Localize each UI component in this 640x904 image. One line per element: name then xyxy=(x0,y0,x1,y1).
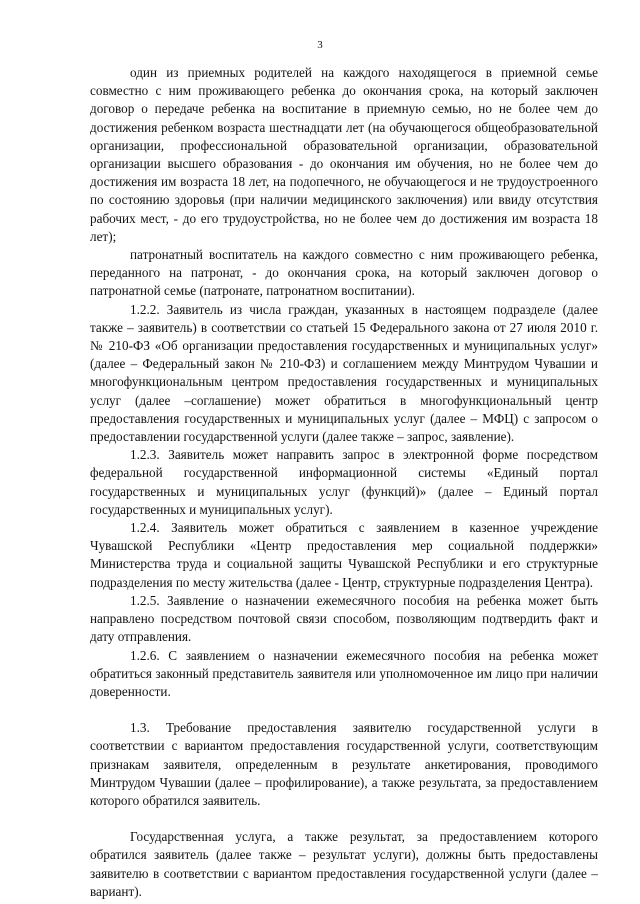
paragraph-1-2-2: 1.2.2. Заявитель из числа граждан, указанных в настоящем подразделе (далее также – заявитель) в соответствии со статьей 15 Федерального закона от 27 июля 2010 г. № 210-ФЗ «Об организации предоставления государственных и муниципальных услуг» (далее – Федеральный закон № 210-ФЗ) и соглашением между Минтрудом Чувашии и многофункциональным центром предоставления государственных и муниципальных услуг (далее –соглашение) может обратиться в многофункциональный центр предоставления государственных и муниципальных услуг (далее – МФЦ) с запросом о предоставлении государственной услуги (далее также – запрос, заявление). xyxy=(90,301,598,445)
paragraph-1-2-5: 1.2.5. Заявление о назначении ежемесячного пособия на ребенка может быть направлено посредством почтовой связи способом, позволяющим подтвердить факт и дату отправления. xyxy=(90,592,598,645)
paragraph-patronage-educator: патронатный воспитатель на каждого совместно с ним проживающего ребенка, переданного на патронат, - до окончания срока, на который заключен договор о патронатной семье (патронате, патронатном воспитании). xyxy=(90,247,598,299)
page-number: 3 xyxy=(317,39,323,51)
paragraph-foster-parent: один из приемных родителей на каждого находящегося в приемной семье совместно с ним проживающего ребенка до окончания срока, на который заключен договор о передаче ребенка на воспитание в приемную семью, но не более чем до достижения ребенком возраста шестнадцати лет (на обучающегося общеобразовательной организации, профессиональной образовательной организации, образовательной организации высшего образования - до окончания им обучения, но не более чем до достижения им возраста 18 лет, на подопечного, не обучающегося и не трудоустроенного по состоянию здоровья (при наличии медицинского заключения) или ввиду отсутствия рабочих мест, - до его трудоустройства, но не более чем до достижения им возраста 18 лет); xyxy=(90,65,598,244)
paragraph-1-3: 1.3. Требование предоставления заявителю государственной услуги в соответствии с вариантом предоставления государственной услуги, соответствующим признакам заявителя, определенным в результате анкетирования, проводимого Минтрудом Чувашии (далее – профилирование), а также результата, за предоставлением которого обратился заявитель. xyxy=(90,720,598,808)
paragraph-1-2-6: 1.2.6. С заявлением о назначении ежемесячного пособия на ребенка может обратиться законный представитель заявителя или уполномоченное им лицо при наличии доверенности. xyxy=(90,647,598,699)
paragraph-service-variant: Государственная услуга, а также результат, за предоставлением которого обратился заявитель (далее также – результат услуги), должны быть предоставлены заявителю в соответствии с вариантом предоставления государственной услуги (далее – вариант). xyxy=(90,829,598,899)
paragraph-1-2-3: 1.2.3. Заявитель может направить запрос в электронной форме посредством федеральной государственной информационной системы «Единый портал государственных и муниципальных услуг (функций)» (далее – Единый портал государственных и муниципальных услуг). xyxy=(90,447,598,517)
document-body xyxy=(90,64,598,901)
paragraph-1-2-4: 1.2.4. Заявитель может обратиться с заявлением в казенное учреждение Чувашской Республики «Центр предоставления мер социальной поддержки» Министерства труда и социальной защиты Чувашской Республики и его структурные подразделения по месту жительства (далее - Центр, структурные подразделения Центра). xyxy=(90,520,598,590)
